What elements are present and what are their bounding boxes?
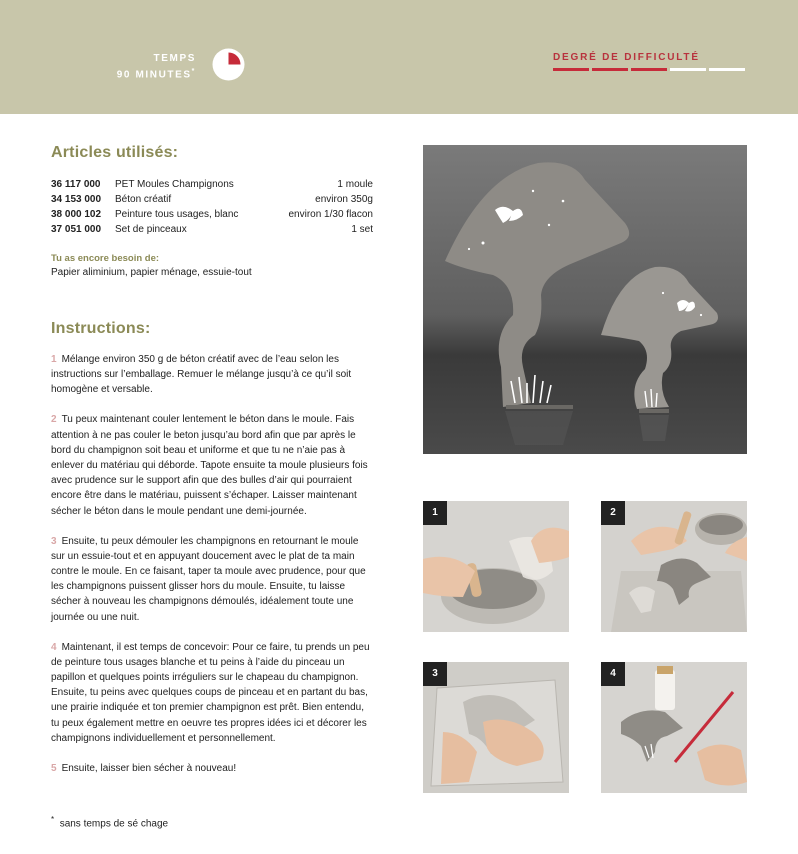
step-photo-number: 4 <box>601 662 625 686</box>
difficulty-bar <box>709 68 745 71</box>
step-number: 1 <box>51 354 57 365</box>
articles-title: Articles utilisés: <box>51 144 179 161</box>
step-text: Ensuite, tu peux démouler les champignons en retournant le moule sur un essuie-tout et en appuyant doucement avec le plat de ta main contre le moule. En ce faisant, taper ta moule avec prudence, pour que les champignons puissent glisser hors du moule. Ensuite, tu laisse sécher à nouveau les champignons démoulés, idéalement toute une journée ou une nuit. <box>51 535 366 623</box>
difficulty-meter <box>553 68 745 71</box>
article-quantity: 1 set <box>351 224 373 235</box>
hero-photo <box>423 145 747 454</box>
article-number: 36 117 000 <box>51 179 101 190</box>
instructions-title: Instructions: <box>51 320 151 337</box>
article-name: Set de pinceaux <box>115 224 187 235</box>
instruction-step <box>51 761 373 776</box>
article-quantity: environ 350g <box>315 194 373 205</box>
step-photo-1 <box>423 501 569 632</box>
difficulty-bar <box>670 68 706 71</box>
article-name: Peinture tous usages, blanc <box>115 209 239 220</box>
article-number: 34 153 000 <box>51 194 102 205</box>
article-name: Béton créatif <box>115 194 172 205</box>
article-row <box>51 192 373 207</box>
header-band <box>0 0 798 114</box>
step-text: Ensuite, laisser bien sécher à nouveau! <box>61 762 237 774</box>
clock-icon <box>212 48 245 81</box>
additional-needs-title: Tu as encore besoin de: <box>51 253 160 264</box>
step-number: 2 <box>51 414 57 426</box>
step-photo-number: 3 <box>423 662 447 686</box>
article-quantity: environ 1/30 flacon <box>288 209 373 220</box>
instruction-step <box>51 412 373 518</box>
difficulty-label: DEGRÉ DE DIFFICULTÉ <box>553 52 700 63</box>
step-number: 5 <box>51 762 57 774</box>
article-row <box>51 222 373 237</box>
difficulty-bar <box>553 68 589 71</box>
footnote: * sans temps de sé chage <box>51 815 169 830</box>
step-text: Mélange environ 350 g de béton créatif avec de l’eau selon les instructions sur l’emballage. Remuer le mélange jusqu’à ce qu’il soit homogène et versable. <box>51 354 352 396</box>
step-photo-2 <box>601 501 747 632</box>
articles-list <box>51 177 373 237</box>
instructions-list <box>51 352 373 791</box>
article-number: 38 000 102 <box>51 209 102 220</box>
step-photo-3 <box>423 662 569 793</box>
step-photo-4 <box>601 662 747 793</box>
time-title: TEMPS <box>153 53 196 64</box>
article-quantity: 1 moule <box>337 179 373 190</box>
instruction-step <box>51 534 373 625</box>
instruction-step <box>51 640 373 746</box>
time-value: 90 MINUTES* <box>116 68 196 81</box>
time-label <box>117 52 196 81</box>
step-text: Maintenant, il est temps de concevoir: Pour ce faire, tu prends un peu de peinture tous usages blanche et tu peins à l’aide du pinceau un papillon et quelques points irréguliers sur le chapeau du champignon. Ensuite, tu peins avec quelques coups de pinceau et en partant du bas, une prairie indiquée et ton premier champignon est prêt. Bien entendu, tu peux également mettre en oeuvre tes propres idées ici et décorer les champignons individuellement et personnellement. <box>51 641 370 744</box>
difficulty-bar <box>592 68 628 71</box>
article-row <box>51 177 373 192</box>
step-photo-number: 2 <box>601 501 625 525</box>
article-row <box>51 207 373 222</box>
instruction-step <box>51 352 373 398</box>
difficulty-bar <box>631 68 667 71</box>
step-number: 4 <box>51 641 57 653</box>
step-photo-number: 1 <box>423 501 447 525</box>
additional-needs-text: Papier aliminium, papier ménage, essuie-tout <box>51 267 252 278</box>
article-name: PET Moules Champignons <box>115 179 234 190</box>
article-number: 37 051 000 <box>51 224 102 235</box>
step-text: Tu peux maintenant couler lentement le béton dans le moule. Fais attention à ne pas couler le beton jusqu’au bord afin que par après le bord du champignon soit beau et uniforme et que tu ne n’aie pas à enlever du matériau qui déborde. Tapote ensuite ta moule plusieurs fois avec prudence sur le support afin que des bulles d’air qui pourraient encore être dans le matériau, puissent s’échaper. Laisser maintenant sécher le béton dans le moule pendant une demi-journée. <box>51 414 368 517</box>
step-number: 3 <box>51 535 57 547</box>
